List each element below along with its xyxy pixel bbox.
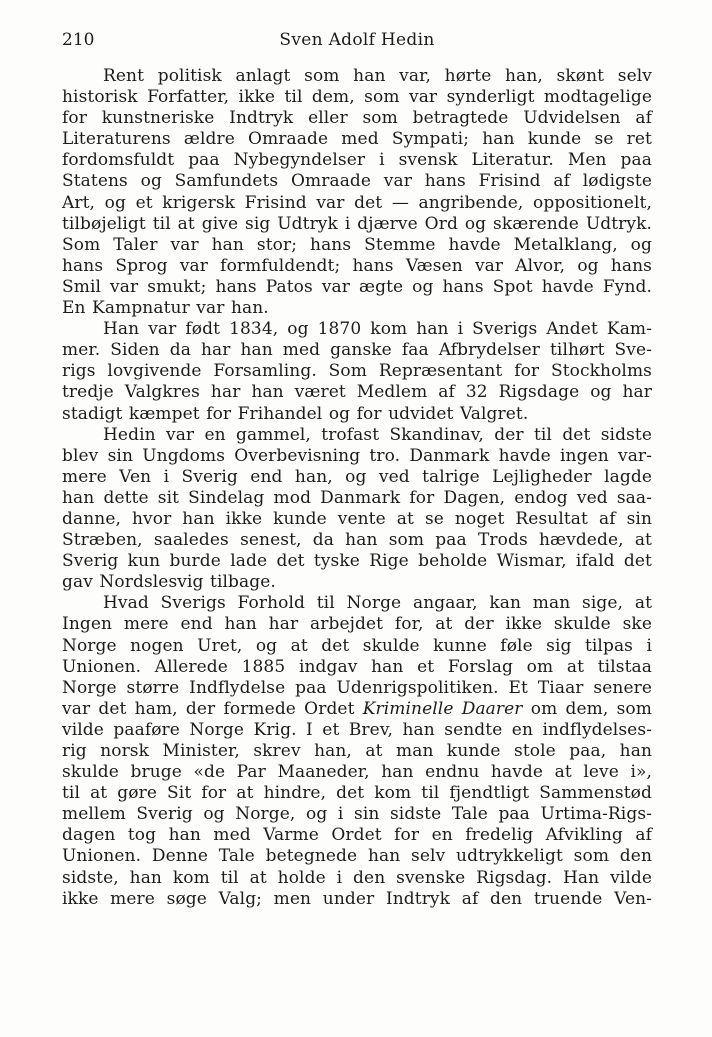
text-line-content: til at gøre Sit for at hindre, det kom til fjendtligt Sammenstød bbox=[62, 783, 652, 804]
text-line-content: Hvad Sverigs Forhold til Norge angaar, kan man sige, at bbox=[103, 593, 652, 614]
text-line bbox=[62, 108, 652, 129]
text-line bbox=[62, 298, 652, 319]
text-line-content: ikke mere søge Valg; men under Indtryk af den truende Ven- bbox=[62, 888, 652, 909]
running-head: Sven Adolf Hedin bbox=[279, 30, 435, 50]
text-line-content: Rent politisk anlagt som han var, hørte han, skønt selv bbox=[103, 66, 652, 86]
text-line bbox=[62, 150, 652, 171]
text-line bbox=[62, 488, 652, 509]
text-line-content: En Kampnatur var han. bbox=[62, 298, 269, 319]
text-line bbox=[62, 762, 652, 783]
text-line bbox=[62, 678, 652, 699]
text-line bbox=[62, 551, 652, 572]
text-line-content: hans Sprog var formfuldendt; hans Væsen var Alvor, og hans bbox=[62, 255, 652, 276]
text-line-content: danne, hvor han ikke kunde vente at se noget Resultat af sin bbox=[62, 508, 652, 529]
text-line bbox=[62, 425, 652, 446]
text-line bbox=[62, 467, 652, 488]
text-line-content: tredje Valgkres har han været Medlem af 32 Rigsdage og har bbox=[62, 382, 652, 403]
text-line bbox=[62, 741, 652, 762]
text-line bbox=[62, 636, 652, 657]
text-line-content: Hedin var en gammel, trofast Skandinav, der til det sidste bbox=[103, 424, 652, 445]
text-line-content: sidste, han kom til at holde i den svenske Rigsdag. Han vilde bbox=[62, 867, 652, 888]
text-line-content: Smil var smukt; hans Patos var ægte og hans Spot havde Fynd. bbox=[62, 276, 652, 297]
text-line bbox=[62, 530, 652, 551]
text-line-content: Unionen. Denne Tale betegnede han selv udtrykkeligt som den bbox=[62, 846, 652, 867]
text-line bbox=[62, 319, 652, 340]
text-line-content: Unionen. Allerede 1885 indgav han et Forslag om at tilstaa bbox=[62, 656, 652, 677]
text-line-content: vilde paaføre Norge Krig. I et Brev, han sendte en indflydelses- bbox=[62, 719, 652, 740]
text-line-content: gav Nordslesvig tilbage. bbox=[62, 572, 276, 593]
text-line bbox=[62, 825, 652, 846]
text-line-content: Norge nogen Uret, og at det skulde kunne føle sig tilpas i bbox=[62, 635, 652, 656]
text-line bbox=[62, 868, 652, 889]
text-line bbox=[62, 66, 652, 87]
text-line-content: for kunstneriske Indtryk eller som betragtede Udvidelsen af bbox=[62, 108, 652, 129]
text-line bbox=[62, 277, 652, 298]
text-line-content: Norge større Indflydelse paa Udenrigspolitiken. Et Tiaar senere bbox=[62, 677, 652, 698]
text-line-content: om dem, som bbox=[522, 698, 652, 719]
italic-phrase: Kriminelle Daarer bbox=[362, 698, 523, 719]
text-line bbox=[62, 614, 652, 635]
text-line-content: fordomsfuldt paa Nybegyndelser i svensk Literatur. Men paa bbox=[62, 150, 652, 171]
text-line bbox=[62, 361, 652, 382]
text-line-content: Ingen mere end han har arbejdet for, at der ikke skulde ske bbox=[62, 614, 652, 635]
text-line bbox=[62, 446, 652, 467]
text-line-content: Stræben, saaledes senest, da han som paa Trods hævdede, at bbox=[62, 530, 652, 551]
page-header bbox=[62, 30, 652, 58]
text-line-content: Han var født 1834, og 1870 kom han i Sverigs Andet Kam- bbox=[103, 319, 652, 340]
text-line bbox=[62, 214, 652, 235]
text-line bbox=[62, 235, 652, 256]
text-line bbox=[62, 87, 652, 108]
text-line-content: mere Ven i Sverig end han, og ved talrige Lejligheder lagde bbox=[62, 466, 652, 487]
text-line-content: rigs lovgivende Forsamling. Som Repræsentant for Stockholms bbox=[62, 361, 652, 382]
page-number: 210 bbox=[62, 30, 95, 50]
text-line bbox=[62, 783, 652, 804]
text-line-content: dagen tog han med Varme Ordet for en fredelig Afvikling af bbox=[62, 825, 652, 846]
text-line bbox=[62, 572, 652, 593]
text-line-content: mellem Sverig og Norge, og i sin sidste Tale paa Urtima-Rigs- bbox=[62, 804, 652, 825]
text-line bbox=[62, 804, 652, 825]
text-line-content: han dette sit Sindelag mod Danmark for Dagen, endog ved saa- bbox=[62, 487, 652, 508]
text-line-content: Statens og Samfundets Omraade var hans Frisind af lødigste bbox=[62, 171, 652, 192]
text-line bbox=[62, 846, 652, 867]
text-line bbox=[62, 509, 652, 530]
body-text bbox=[62, 66, 652, 910]
text-line bbox=[62, 382, 652, 403]
text-line-content: historisk Forfatter, ikke til dem, som var synderligt modtagelige bbox=[62, 87, 652, 108]
text-line-content: stadigt kæmpet for Frihandel og for udvidet Valgret. bbox=[62, 403, 529, 424]
text-line-content: Som Taler var han stor; hans Stemme havde Metalklang, og bbox=[62, 234, 652, 255]
text-line bbox=[62, 340, 652, 361]
text-line-content: rig norsk Minister, skrev han, at man kunde stole paa, han bbox=[62, 741, 652, 761]
text-line bbox=[62, 193, 652, 214]
text-line-content: var det ham, der formede Ordet bbox=[62, 698, 363, 719]
text-line bbox=[62, 657, 652, 678]
text-line bbox=[62, 256, 652, 277]
text-line bbox=[62, 593, 652, 614]
text-line-content: Art, og et krigersk Frisind var det — angribende, oppositionelt, bbox=[62, 192, 652, 213]
text-line bbox=[62, 720, 652, 741]
text-line bbox=[62, 699, 652, 720]
text-line bbox=[62, 129, 652, 150]
text-line-content: tilbøjeligt til at give sig Udtryk i djærve Ord og skærende Udtryk. bbox=[62, 213, 652, 234]
text-line-content: skulde bruge «de Par Maaneder, han endnu havde at leve i», bbox=[62, 762, 652, 783]
text-line bbox=[62, 404, 652, 425]
text-line-content: mer. Siden da har han med ganske faa Afbrydelser tilhørt Sve- bbox=[62, 340, 652, 361]
text-line bbox=[62, 171, 652, 192]
text-line bbox=[62, 889, 652, 910]
text-line-content: blev sin Ungdoms Overbevisning tro. Danmark havde ingen var- bbox=[62, 445, 652, 466]
text-line-content: Literaturens ældre Omraade med Sympati; han kunde se ret bbox=[62, 129, 652, 150]
text-line-content: Sverig kun burde lade det tyske Rige beholde Wismar, ifald det bbox=[62, 551, 652, 572]
